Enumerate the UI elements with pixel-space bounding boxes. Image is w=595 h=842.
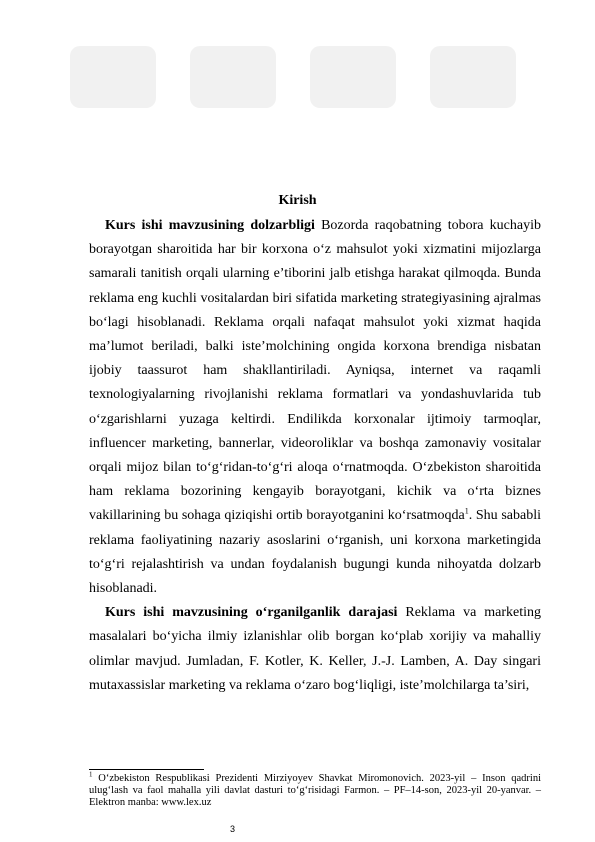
body-text — [89, 214, 541, 698]
paragraph-relevance — [89, 214, 541, 601]
paragraph-text: Reklama va marketing masalalari bo‘yicha ilmiy izlanishlar olib borgan ko‘plab xorijiy va mahalliy olimlar mavjud. Jumladan, F. Kotler, K. Keller, J.-J. Lamben, A. Day singari mutaxassislar marketing va reklama o‘zaro bog‘liqligi, iste’molchilarga ta’siri, — [89, 605, 542, 693]
page-number: 3 — [230, 824, 236, 834]
footnote-number: 1 — [89, 770, 93, 779]
footnote-text: O‘zbekiston Respublikasi Prezidenti Mirziyoyev Shavkat Miromonovich. 2023-yil – Inson qadrini ulug‘lash va faol mahalla yili davlat dasturi to‘g‘risidagi Farmon. – PF–14-son, 2023-yil 20-yanvar. – Elektron manba: www.lex.uz — [89, 773, 541, 808]
footnote — [89, 770, 541, 809]
watermark-shape — [310, 46, 396, 108]
paragraph-text: . Shu sababli reklama faoliyatining nazariy asoslarini o‘rganish, uni korxona marketingida to‘g‘ri rejalashtirish va undan foydalanish bugungi kunda nihoyatda dolzarb hisoblanadi. — [89, 508, 541, 597]
footnote-reference[interactable]: 1 — [464, 506, 469, 516]
paragraph-lead: Kurs ishi mavzusining dolzarbligi — [105, 218, 315, 233]
paragraph-text: Bozorda raqobatning tobora kuchayib borayotgan sharoitida har bir korxona o‘z mahsulot yoki xizmatini mijozlarga samarali tanitish orqali ularning e’tiborini jalb etishga harakat qilmoqda. Bunda reklama eng kuchli vositalardan biri sifatida marketing strategiyasining ajralmas bo‘lagi hisoblanadi. Reklama orqali nafaqat mahsulot yoki xizmat haqida ma’lumot beriladi, balki iste’molchining ongida korxona brendiga nisbatan ijobiy taassurot ham shakllantiriladi. Ayniqsa, internet va raqamli texnologiyalarning rivojlanishi reklama formatlari va yondashuvlarida tub o‘zgarishlarni yuzaga keltirdi. Endilikda korxonalar ijtimoiy tarmoqlar, influencer marketing, bannerlar, videoroliklar va boshqa zamonaviy vositalar orqali mijoz bilan to‘g‘ridan-to‘g‘ri aloqa o‘rnatmoqda. O‘zbekiston sharoitida ham reklama bozorining kengayib borayotgani, kichik va o‘rta biznes vakillarining bu sohaga qiziqishi ortib borayotganini ko‘rsatmoqda — [89, 218, 541, 524]
section-heading: Kirish — [278, 193, 317, 208]
footnote-divider — [89, 769, 204, 770]
watermark-logos — [60, 30, 535, 140]
paragraph-lead: Kurs ishi mavzusining o‘rganilganlik darajasi — [105, 605, 398, 621]
watermark-shape — [430, 46, 516, 108]
paragraph-study-level — [89, 601, 541, 698]
watermark-shape — [70, 46, 156, 108]
watermark-shape — [190, 46, 276, 108]
